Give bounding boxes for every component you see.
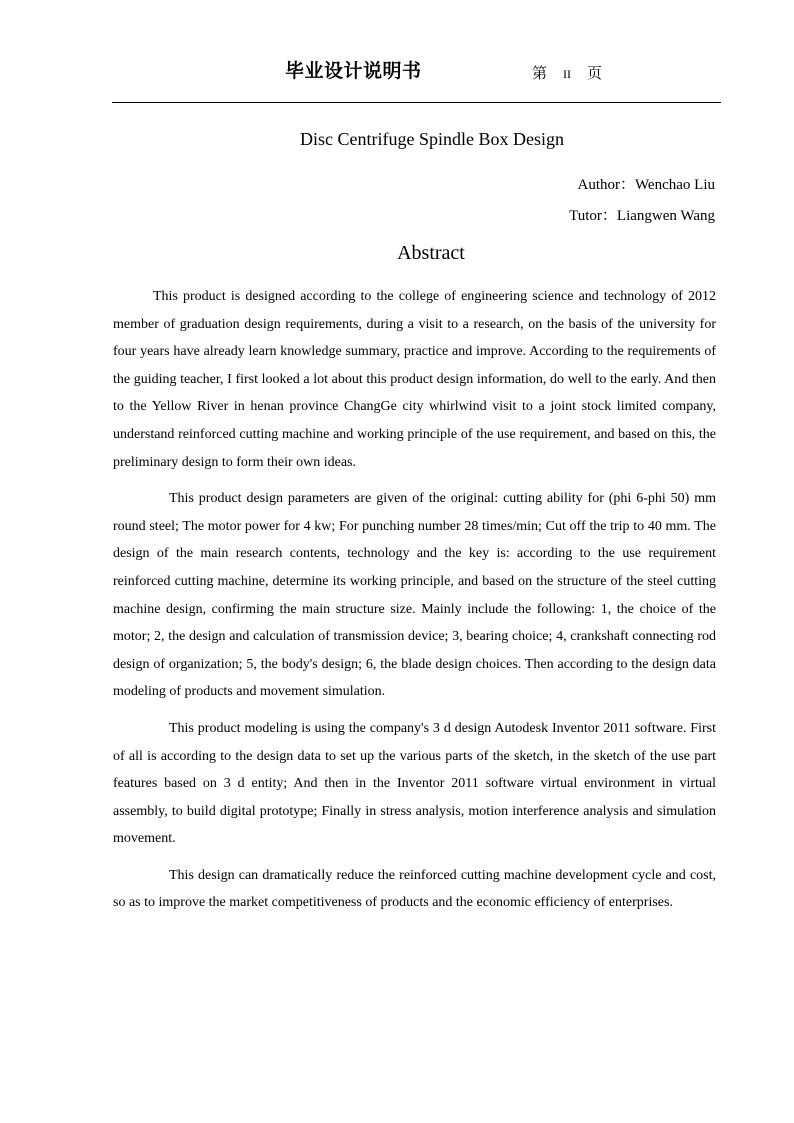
abstract-paragraph: This design can dramatically reduce the reinforced cutting machine development cycle and cost, so as to improve the market competitiveness of products and the economic efficiency of enterprises. <box>113 867 716 911</box>
abstract-paragraph: This product design parameters are given of the original: cutting ability for (phi 6-phi 50) mm round steel; The motor power for 4 kw; For punching number 28 times/min; Cut off the trip to 40 mm. The design of the main research contents, technology and the key is: according to the use requirement reinforced cutting machine, determine its working principle, and based on the structure of the steel cutting machine design, confirming the main structure size. Mainly include the following: 1, the choice of the motor; 2, the design and calculation of transmission device; 3, bearing choice; 4, crankshaft connecting rod design of organization; 5, the body's design; 6, the blade design choices. Then according to the design data modeling of products and movement simulation. <box>113 491 716 700</box>
abstract-heading: Abstract <box>397 242 465 264</box>
author-line: Author：Wenchao Liu <box>577 177 715 193</box>
header-title: 毕业设计说明书 <box>285 60 422 82</box>
page-prefix: 第 <box>532 66 548 82</box>
abstract-paragraph: This product modeling is using the company's 3 d design Autodesk Inventor 2011 software. First of all is according to the design data to set up the various parts of the sketch, in the sketch of the use part features based on 3 d entity; And then in the Inventor 2011 software virtual environment in virtual assembly, to build digital prototype; Finally in stress analysis, motion interference analysis and simulation movement. <box>113 720 716 847</box>
tutor-line: Tutor：Liangwen Wang <box>569 208 715 224</box>
page-suffix: 页 <box>587 66 603 82</box>
header-divider <box>112 102 721 103</box>
abstract-paragraph: This product is designed according to the college of engineering science and technology of 2012 member of graduation design requirements, during a visit to a research, on the basis of the university for four years have already learn knowledge summary, practice and improve. According to the requirements of the guiding teacher, I first looked a lot about this product design information, do well to the early. And then to the Yellow River in henan province ChangGe city whirlwind visit to a joint stock limited company, understand reinforced cutting machine and working principle of the use requirement, and based on this, the preliminary design to form their own ideas. <box>113 289 716 470</box>
header-page-indicator <box>532 62 602 83</box>
document-title: Disc Centrifuge Spindle Box Design <box>300 129 564 149</box>
page-number: II <box>563 67 572 81</box>
abstract-body <box>113 283 716 926</box>
